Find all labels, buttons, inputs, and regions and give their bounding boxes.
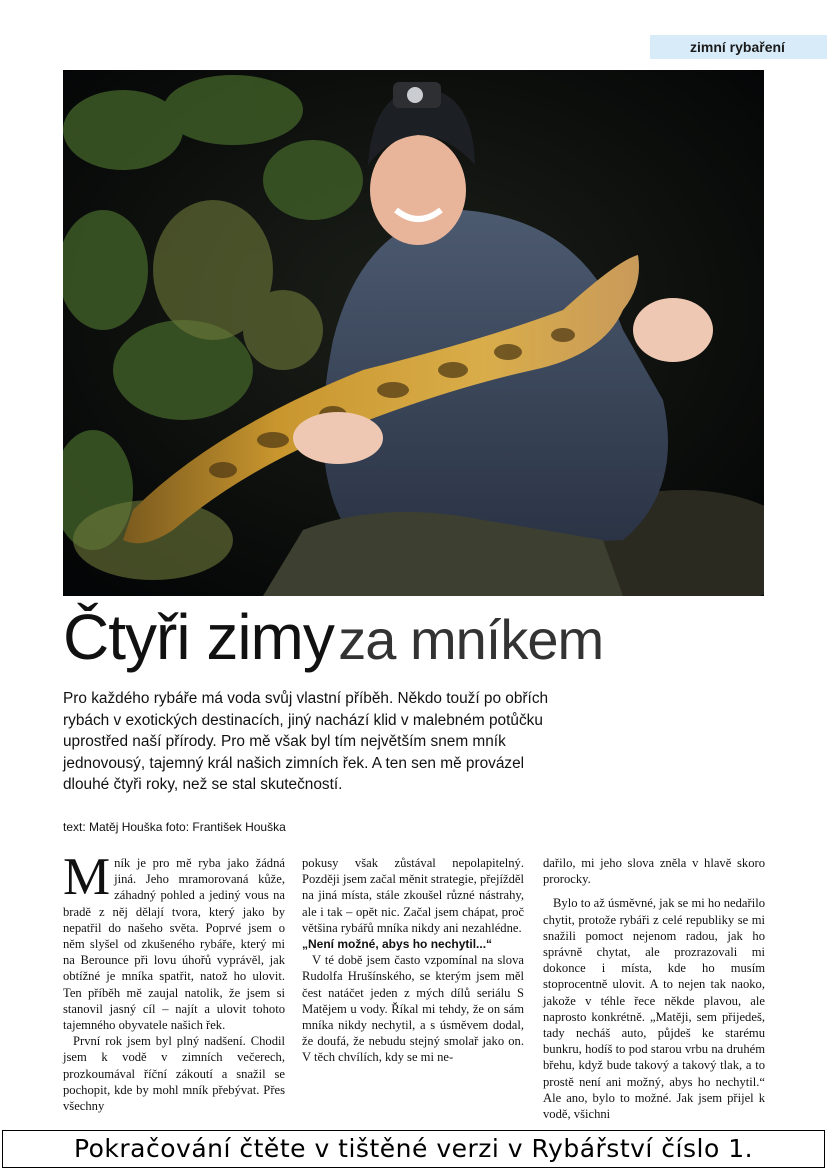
column-1-paragraph-2: První rok jsem byl plný nadšení. Chodil jsem k vodě v zimních večerech, prozkoumával říční zákoutí a snažil se pochopit, kde by mohl mník přebývat. Přes všechny [63, 1034, 285, 1114]
article-headline [63, 600, 763, 680]
article-column-2 [302, 855, 524, 1066]
section-tag: zimní rybaření [650, 35, 827, 59]
column-1-paragraph-1-text: ník je pro mě ryba jako žádná jiná. Jeho mramorovaná kůže, záhadný pohled a jediný vous na bradě z něj dělají tvora, který jako by nepatřil do našeho světa. Poprvé jsem o něm slyšel od zkušeného rybáře, který mi na Berounce při lovu úhořů vyprávěl, jak obtížné je mníka spatřit, natož ho ulovit. Ten příběh mě zaujal natolik, že jsem si stanovil jasný cíl – najít a ulovit tohoto tajemného obyvatele našich řek. [63, 856, 285, 1033]
article-column-1 [63, 848, 285, 1114]
byline: text: Matěj Houška foto: František Houška [63, 820, 286, 834]
continuation-banner: Pokračování čtěte v tištěné verzi v Rybářství číslo 1. [2, 1130, 825, 1168]
article-column-3 [543, 855, 765, 1122]
article-lead: Pro každého rybáře má voda svůj vlastní příběh. Někdo touží po obřích rybách v exotických destinacích, jiný nachází klid v malebném potůčku uprostřed naší přírody. Pro mě však byl tím největším snem mník jednovousý, tajemný král našich zimních řek. A ten sen mě provázel dlouhé čtyři roky, než se stal skutečností. [63, 690, 549, 793]
column-2-paragraph-1: pokusy však zůstával nepolapitelný. Později jsem začal měnit strategie, přejížděl na jiná místa, stále zkoušel různé nástrahy, ale i tak – opět nic. Začal jsem chápat, proč většina rybářů mníka nikdy ani nezahlédne. [302, 856, 524, 935]
drop-cap: M [63, 848, 111, 906]
headline-main: Čtyři zimy [63, 601, 334, 673]
hero-photo-angler-with-burbot [63, 70, 764, 596]
column-3-paragraph-1: dařilo, mi jeho slova zněla v hlavě skoro prorocky. [543, 856, 765, 887]
headline-light: za mníkem [338, 608, 604, 671]
column-3-paragraph-2: Bylo to až úsměvné, jak se mi ho nedařilo chytit, protože rybáři z celé republiky se mi snažili pomoct nejenom radou, jak ho správně chytat, ale prozrazovali mi dokonce i místa, kde ho musím stoprocentně ulovit. A to nejen tak naoko, jakože v téhle řece někde plavou, ale naprosto konkrétně. „Matěji, sem přijedeš, tady necháš auto, půjdeš ke starému bunkru, hodíš to pod starou vrbu na druhém břehu, když bude takový a takový tlak, a to prostě není ani možný, abys ho nechytil.“ Ale ano, bylo to možné. Jak jsem přijel k vodě, všichni [543, 896, 765, 1122]
article-subheading: „Není možné, abys ho nechytil...“ [302, 937, 493, 952]
column-2-paragraph-2: V té době jsem často vzpomínal na slova Rudolfa Hrušínského, se kterým jsem měl čest natáčet jeden z mých dílů seriálu S Matějem u vody. Říkal mi tehdy, že on sám mníka nikdy nechytil, a s úsměvem dodal, že doufá, že nebudu stejný smolař jako on. V těch chvílích, kdy se mi ne- [302, 953, 524, 1065]
column-1-paragraph-1 [63, 848, 285, 1033]
hero-photo-illustration [63, 70, 764, 596]
